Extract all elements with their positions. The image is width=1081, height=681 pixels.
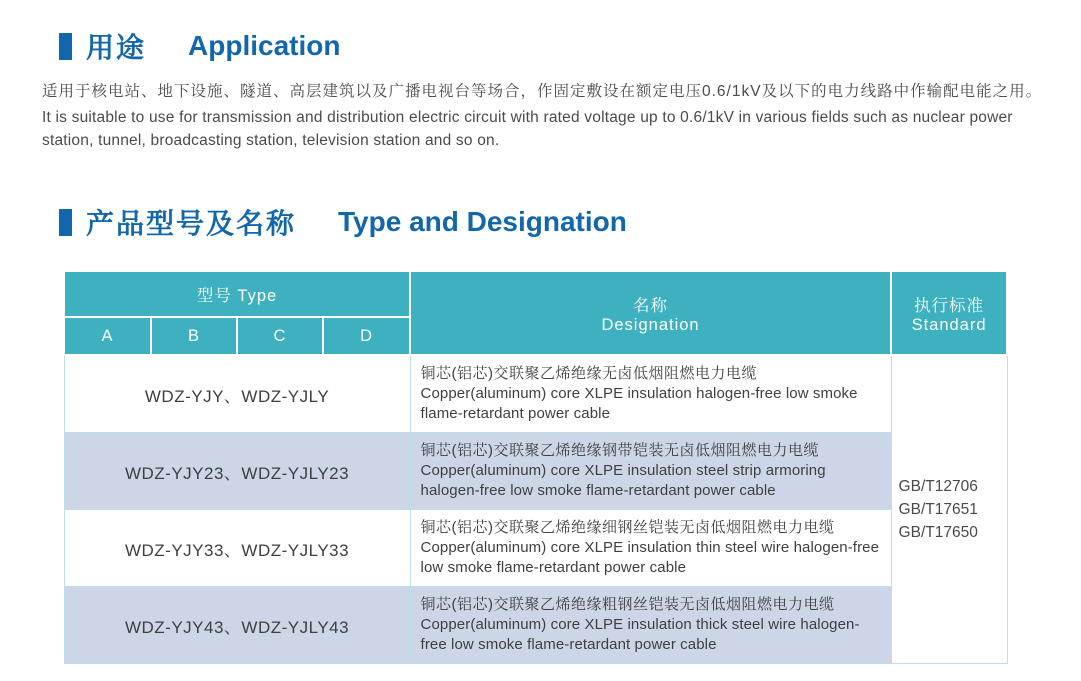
type-designation-section xyxy=(42,202,1081,664)
section-bullet-icon xyxy=(59,33,72,60)
standard-cell xyxy=(891,355,1007,664)
table-row xyxy=(64,355,1007,433)
designation-en: Copper(aluminum) core XLPE insulation thin steel wire halogen-free low smoke flame-retardant power cable xyxy=(420,539,880,576)
application-body-zh: 适用于核电站、地下设施、隧道、高层建筑以及广播电视台等场合，作固定敷设在额定电压0.6/1kV及以下的电力线路中作输配电能之用。 xyxy=(42,83,1043,100)
designation-zh: 铜芯(铝芯)交联聚乙烯绝缘粗钢丝铠装无卤低烟阻燃电力电缆 xyxy=(420,596,835,613)
column-header-type: 型号 Type xyxy=(64,271,410,317)
column-header-designation-en: Designation xyxy=(601,315,700,334)
type-designation-table xyxy=(63,270,1008,664)
type-cell: WDZ-YJY43、WDZ-YJLY43 xyxy=(64,587,410,664)
designation-en: Copper(aluminum) core XLPE insulation halogen-free low smoke flame-retardant power cable xyxy=(420,385,858,422)
type-designation-section-header xyxy=(59,202,1081,242)
standard-item: GB/T12706 xyxy=(898,478,978,495)
column-header-type-d: D xyxy=(323,317,410,355)
designation-cell xyxy=(410,587,891,664)
table-row xyxy=(64,510,1007,587)
standard-item: GB/T17650 xyxy=(898,524,978,541)
application-section-header xyxy=(59,26,1081,66)
designation-cell xyxy=(410,355,891,433)
column-header-designation xyxy=(410,271,891,355)
type-cell: WDZ-YJY23、WDZ-YJLY23 xyxy=(64,433,410,510)
designation-zh: 铜芯(铝芯)交联聚乙烯绝缘钢带铠装无卤低烟阻燃电力电缆 xyxy=(420,442,820,459)
column-header-designation-zh: 名称 xyxy=(633,296,669,315)
column-header-standard-en: Standard xyxy=(911,315,987,334)
designation-cell xyxy=(410,433,891,510)
application-title-zh: 用途 xyxy=(86,32,147,63)
designation-zh: 铜芯(铝芯)交联聚乙烯绝缘无卤低烟阻燃电力电缆 xyxy=(420,365,758,382)
section-bullet-icon xyxy=(59,209,72,236)
column-header-standard-zh: 执行标准 xyxy=(914,296,985,315)
column-header-type-c: C xyxy=(237,317,323,355)
type-cell: WDZ-YJY33、WDZ-YJLY33 xyxy=(64,510,410,587)
application-body-en: It is suitable to use for transmission and distribution electric circuit with rated voltage up to 0.6/1kV in various fields such as nuclear power station, tunnel, broadcasting station, television station and so on. xyxy=(42,109,1013,149)
designation-en: Copper(aluminum) core XLPE insulation steel strip armoring halogen-free low smoke flame-retardant power cable xyxy=(420,462,826,499)
column-header-type-a: A xyxy=(64,317,151,355)
column-header-standard xyxy=(891,271,1007,355)
type-designation-title-zh: 产品型号及名称 xyxy=(86,208,297,239)
type-cell: WDZ-YJY、WDZ-YJLY xyxy=(64,355,410,433)
designation-cell xyxy=(410,510,891,587)
designation-zh: 铜芯(铝芯)交联聚乙烯绝缘细钢丝铠装无卤低烟阻燃电力电缆 xyxy=(420,519,835,536)
table-row xyxy=(64,587,1007,664)
standard-item: GB/T17651 xyxy=(898,501,978,518)
column-header-type-b: B xyxy=(151,317,237,355)
application-section xyxy=(42,26,1081,152)
table-row xyxy=(64,433,1007,510)
application-title-en: Application xyxy=(188,30,341,61)
type-designation-title-en: Type and Designation xyxy=(338,206,627,237)
designation-en: Copper(aluminum) core XLPE insulation thick steel wire halogen-free low smoke flame-retardant power cable xyxy=(420,616,860,653)
